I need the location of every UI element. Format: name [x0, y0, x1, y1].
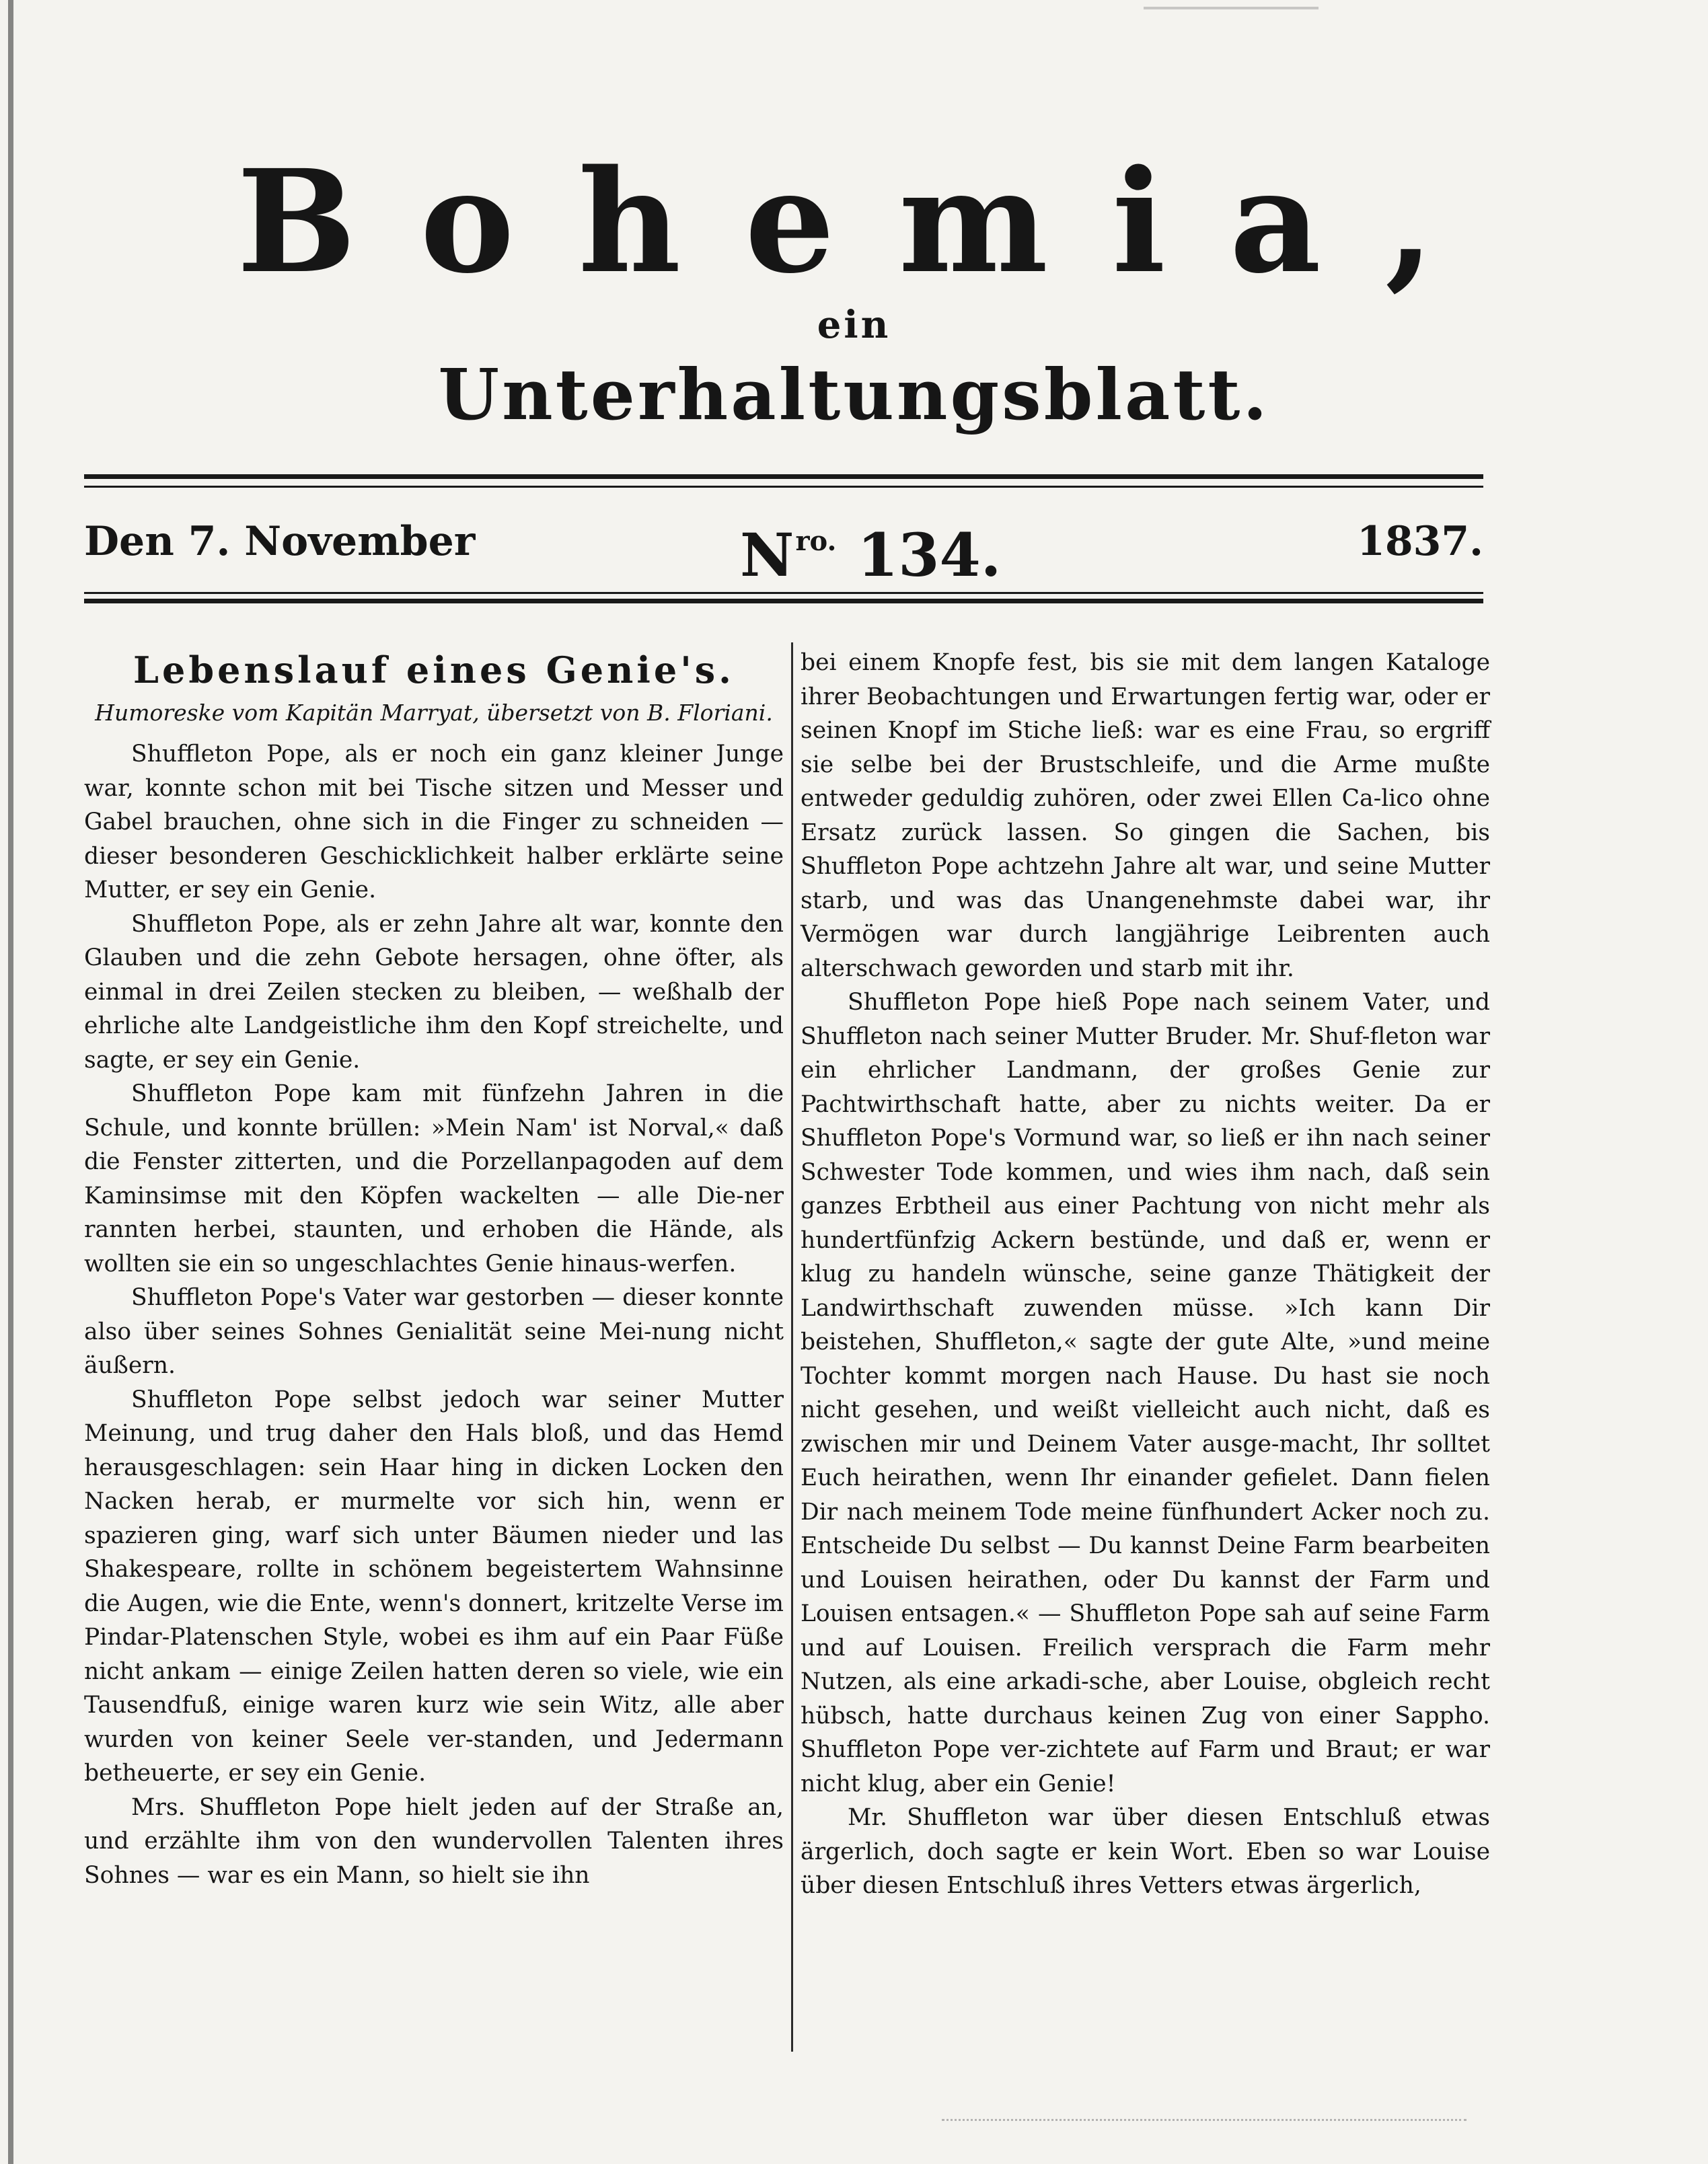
dateline-rule-bottom [84, 599, 1483, 603]
paragraph: Mr. Shuffleton war über diesen Entschluß etwas ärgerlich, doch sagte er kein Wort. Eben so war Louise über diesen Entschluß ihres Vetters etwas ärgerlich, [801, 1804, 1490, 1899]
masthead-rule-top-thin [84, 486, 1483, 488]
column-right [801, 646, 1490, 1903]
issue-prefix: N [740, 520, 794, 590]
masthead-title: Bohemia, [236, 139, 1498, 305]
issue-number-value: 134. [857, 520, 1002, 590]
masthead-subtitle: Unterhaltungsblatt. [438, 353, 1270, 436]
issue-number [740, 508, 1001, 589]
paragraph: Shuffleton Pope, als er noch ein ganz kleiner Junge war, konnte schon mit bei Tische sitzen und Messer und Gabel brauchen, ohne sich in die Finger zu schneiden — dieser besonderen Geschicklichkeit halber erklärte seine Mutter, er sey ein Genie. [84, 741, 784, 903]
masthead-ein: ein [817, 303, 891, 347]
paragraph: Mrs. Shuffleton Pope hielt jeden auf der Straße an, und erzählte ihm von den wundervollen Talenten ihres Sohnes — war es ein Mann, so hielt sie ihn [84, 1793, 784, 1889]
dateline-rule-thin [84, 592, 1483, 594]
dateline [84, 508, 1483, 590]
column-divider [791, 642, 793, 2052]
article-title: Lebenslauf eines Genie's. [133, 648, 735, 692]
paragraph: bei einem Knopfe fest, bis sie mit dem langen Kataloge ihrer Beobachtungen und Erwartungen fertig war, oder er seinen Knopf im Stiche ließ: war es eine Frau, so ergriff sie selbe bei der Brustschleife, und die Arme mußte entweder geduldig zuhören, oder zwei Ellen Ca-lico ohne Ersatz zurück lassen. So gingen die Sachen, bis Shuffleton Pope achtzehn Jahre alt war, und seine Mutter starb, und was das Unangenehmste dabei war, ihr Vermögen war durch langjährige Leibrenten auch alterschwach geworden und starb mit ihr. [801, 649, 1490, 982]
paragraph: Shuffleton Pope hieß Pope nach seinem Vater, und Shuffleton nach seiner Mutter Bruder. Mr. Shuf-fleton war ein ehrlicher Landmann, der großes Genie zur Pachtwirthschaft hatte, aber zu nichts weiter. Da er Shuffleton Pope's Vormund war, so ließ er ihn nach seiner Schwester Tode kommen, und wies ihm nach, daß sein ganzes Erbtheil aus einer Pachtung von nicht mehr als hundertfünfzig Ackern bestünde, und daß er, wenn er klug zu handeln wünsche, seine ganze Thätigkeit der Landwirthschaft zuwenden müsse. »Ich kann Dir beistehen, Shuffleton,« sagte der gute Alte, »und meine Tochter kommt morgen nach Hause. Du hast sie noch nicht gesehen, und weißt vielleicht auch nicht, daß es zwischen mir und Deinem Vater ausge-macht, Ihr solltet Euch heirathen, wenn Ihr einander gefielet. Dann fielen Dir nach meinem Tode meine fünfhundert Acker noch zu. Entscheide Du selbst — Du kannst Deine Farm bearbeiten und Louisen heirathen, oder Du kannst der Farm und Louisen entsagen.« — Shuffleton Pope sah auf seine Farm und auf Louisen. Freilich versprach die Farm mehr Nutzen, als eine arkadi-sche, aber Louise, obgleich recht hübsch, hatte durchaus keinen Zug von einer Sappho. Shuffleton Pope ver-zichtete auf Farm und Braut; er war nicht klug, aber ein Genie! [801, 989, 1490, 1797]
paragraph: Shuffleton Pope, als er zehn Jahre alt war, konnte den Glauben und die zehn Gebote hersagen, ohne öfter, als einmal in drei Zeilen stecken zu bleiben, — weßhalb der ehrliche alte Landgeistliche ihm den Kopf streichelte, und sagte, er sey ein Genie. [84, 910, 784, 1074]
scan-dots [942, 2119, 1466, 2125]
article-byline: Humoreske vom Kapitän Marryat, übersetzt von B. Floriani. [95, 700, 773, 726]
scan-smudge [1144, 7, 1319, 9]
issue-date: Den 7. November [84, 518, 476, 565]
paragraph: Shuffleton Pope selbst jedoch war seiner Mutter Meinung, und trug daher den Hals bloß, und das Hemd herausgeschlagen: sein Haar hing in dicken Locken den Nacken herab, er murmelte vor sich hin, wenn er spazieren ging, warf sich unter Bäumen nieder und las Shakespeare, rollte in schönem begeistertem Wahnsinne die Augen, wie die Ente, wenn's donnert, kritzelte Verse im Pindar-Platenschen Style, wobei es ihm auf ein Paar Füße nicht ankam — einige Zeilen hatten deren so viele, wie ein Tausendfuß, einige waren kurz wie sein Witz, alle aber wurden von keiner Seele ver-standen, und Jedermann betheuerte, er sey ein Genie. [84, 1386, 784, 1787]
paragraph: Shuffleton Pope kam mit fünfzehn Jahren in die Schule, und konnte brüllen: »Mein Nam' ist Norval,« daß die Fenster zitterten, und die Porzellanpagoden auf dem Kaminsimse mit den Köpfen wackelten — alle Die-ner rannten herbei, staunten, und erhoben die Hände, als wollten sie ein so ungeschlachtes Genie hinaus-werfen. [84, 1080, 784, 1277]
column-left [84, 646, 784, 1892]
issue-prefix-sup: ro. [795, 525, 837, 557]
issue-year: 1837. [1357, 518, 1483, 565]
masthead-rule-top [84, 474, 1483, 479]
paragraph: Shuffleton Pope's Vater war gestorben — dieser konnte also über seines Sohnes Genialität seine Mei-nung nicht äußern. [84, 1284, 784, 1379]
